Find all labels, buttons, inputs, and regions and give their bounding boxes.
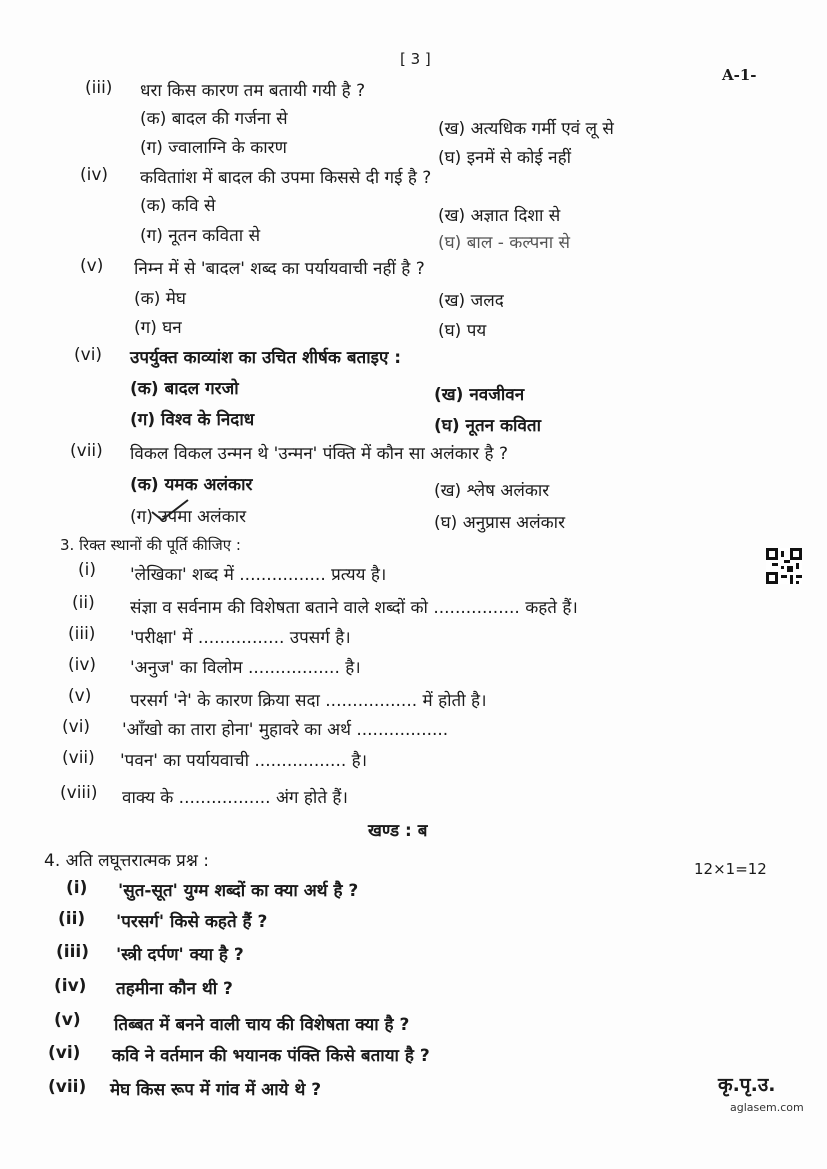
question-number: (viii) — [60, 783, 98, 803]
question-number: (i) — [66, 878, 88, 898]
question-number: (iv) — [68, 655, 97, 675]
question-number: (iv) — [54, 976, 87, 996]
option-k: (क) यमक अलंकार — [130, 475, 253, 495]
section-title: खण्ड : ब — [368, 821, 428, 841]
question-number: (vii) — [70, 441, 103, 461]
option-kh: (ख) नवजीवन — [434, 385, 525, 405]
pto-label: कृ.पृ.उ. — [718, 1074, 776, 1096]
option-kh: (ख) श्लेष अलंकार — [434, 481, 550, 501]
question-number: (ii) — [58, 909, 86, 929]
question-text: कवि ने वर्तमान की भयानक पंक्ति किसे बताया है ? — [112, 1046, 430, 1066]
section-heading: 3. रिक्त स्थानों की पूर्ति कीजिए : — [60, 536, 241, 554]
question-text: मेघ किस रूप में गांव में आये थे ? — [110, 1080, 322, 1100]
question-text: तिब्बत में बनने वाली चाय की विशेषता क्या है ? — [114, 1015, 410, 1035]
question-number: (vii) — [62, 748, 95, 768]
question-text: धरा किस कारण तम बतायी गयी है ? — [140, 81, 366, 101]
question-text: 'परसर्ग' किसे कहते हैं ? — [116, 912, 268, 932]
question-text: 'अनुज' का विलोम ................. है। — [130, 658, 361, 678]
option-gh: (घ) इनमें से कोई नहीं — [438, 148, 572, 168]
question-number: (iii) — [56, 942, 90, 962]
question-number: (vi) — [62, 717, 91, 737]
option-g: (ग) ज्वालाग्नि के कारण — [140, 138, 287, 158]
paper-code: A-1- — [722, 66, 757, 84]
tick-mark-icon — [150, 498, 190, 522]
question-text: उपर्युक्त काव्यांश का उचित शीर्षक बताइए : — [130, 348, 402, 368]
question-text: कविताांश में बादल की उपमा किससे दी गई है ? — [140, 168, 432, 188]
question-text: संज्ञा व सर्वनाम की विशेषता बताने वाले शब्दों को ................ कहते हैं। — [130, 598, 578, 618]
option-kh: (ख) जलद — [438, 291, 504, 311]
question-number: (iv) — [80, 165, 109, 185]
option-g: (ग) उपमा अलंकार — [130, 507, 247, 527]
option-gh: (घ) नूतन कविता — [434, 416, 541, 436]
question-text: वाक्य के ................. अंग होते हैं। — [122, 788, 348, 808]
option-k: (क) बादल की गर्जना से — [140, 109, 288, 129]
question-number: (vi) — [48, 1043, 81, 1063]
question-number: (iii) — [68, 624, 96, 644]
option-gh: (घ) बाल - कल्पना से — [438, 233, 571, 253]
question-text: विकल विकल उन्मन थे 'उन्मन' पंक्ति में कौन सा अलंकार है ? — [130, 444, 508, 464]
question-number: (ii) — [72, 593, 95, 613]
option-kh: (ख) अत्यधिक गर्मी एवं लू से — [438, 119, 614, 139]
option-gh: (घ) अनुप्रास अलंकार — [434, 513, 566, 533]
question-text: तहमीना कौन थी ? — [116, 979, 233, 999]
question-text: परसर्ग 'ने' के कारण क्रिया सदा ................. में होती है। — [130, 691, 487, 711]
question-number: (vi) — [74, 345, 103, 365]
question-text: 'परीक्षा' में ................ उपसर्ग है। — [130, 628, 351, 648]
option-k: (क) मेघ — [134, 289, 186, 309]
section-heading: 4. अति लघूत्तरात्मक प्रश्न : — [44, 851, 210, 871]
option-k: (क) कवि से — [140, 196, 216, 216]
option-g: (ग) नूतन कविता से — [140, 226, 261, 246]
option-k: (क) बादल गरजो — [130, 379, 239, 399]
question-text: 'आँखो का तारा होना' मुहावरे का अर्थ ................. — [122, 720, 449, 740]
question-text: 'पवन' का पर्यायवाची ................. है। — [120, 751, 368, 771]
marks: 12×1=12 — [694, 860, 767, 878]
option-gh: (घ) पय — [438, 321, 487, 341]
question-text: निम्न में से 'बादल' शब्द का पर्यायवाची नहीं है ? — [134, 259, 425, 279]
question-number: (v) — [80, 256, 104, 276]
option-g: (ग) घन — [134, 318, 182, 338]
question-number: (v) — [54, 1010, 81, 1030]
question-text: 'स्त्री दर्पण' क्या है ? — [116, 945, 244, 965]
question-number: (v) — [68, 686, 92, 706]
question-text: 'सुत-सूत' युग्म शब्दों का क्या अर्थ है ? — [118, 881, 359, 901]
question-number: (vii) — [48, 1077, 87, 1097]
option-g: (ग) विश्व के निदाध — [130, 410, 255, 430]
question-number: (i) — [78, 560, 96, 580]
page-number: [ 3 ] — [400, 50, 431, 68]
question-text: 'लेखिका' शब्द में ................ प्रत्यय है। — [130, 565, 387, 585]
question-number: (iii) — [85, 78, 113, 98]
qr-code-icon — [766, 548, 802, 584]
watermark: aglasem.com — [730, 1101, 804, 1114]
option-kh: (ख) अज्ञात दिशा से — [438, 206, 561, 226]
